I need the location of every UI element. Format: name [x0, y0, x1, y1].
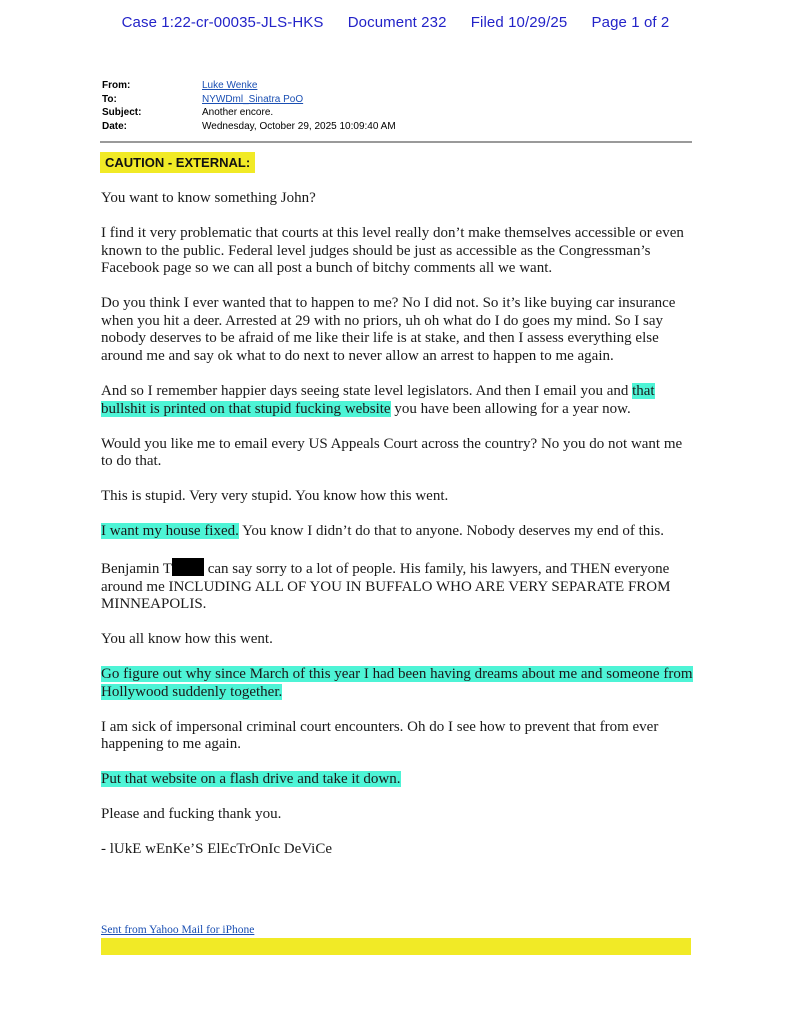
email-body: [101, 190, 693, 876]
paragraph-2: I find it very problematic that courts at this level really don’t make themselves accessible or even known to the public. Federal level judges should be just as accessible as the Congressman’s Facebook page so we can all post a bunch of bitchy comments all we want.: [101, 224, 684, 277]
paragraph-4-end: you have been allowing for a year now.: [390, 400, 631, 417]
document-number: Document 232: [347, 14, 447, 31]
paragraph-3: Do you think I ever wanted that to happen to me? No I did not. So it’s like buying car insurance when you hit a deer. Arrested at 29 with no priors, uh oh what do I do goes my mind. So I say nobody deserves to be afraid of me like their life is at stake, and then I assess everything else around me and say ok what to do next to never allow an arrest to happen to me again.: [101, 295, 676, 364]
paragraph-12: [101, 771, 693, 789]
caution-external-banner: CAUTION - EXTERNAL:: [100, 152, 255, 173]
paragraph-9: You all know how this went.: [101, 631, 273, 648]
paragraph-8-start: Benjamin T: [101, 561, 172, 578]
redaction-box: [172, 558, 204, 576]
yellow-footer-bar: [101, 938, 691, 955]
from-row: [102, 79, 692, 93]
date-row: [102, 120, 692, 134]
paragraph-10: [101, 666, 693, 701]
case-number: Case 1:22-cr-00035-JLS-HKS: [121, 14, 324, 31]
paragraph-7-end: You know I didn’t do that to anyone. Nobody deserves my end of this.: [238, 523, 664, 540]
paragraph-13: Please and fucking thank you.: [101, 806, 282, 823]
header-divider: [100, 141, 692, 143]
to-label: To:: [102, 93, 117, 105]
subject-row: [102, 106, 692, 120]
highlighted-paragraph-dreams: Go figure out why since March of this year I had been having dreams about me and someone from Hollywood suddenly together.: [101, 666, 693, 700]
filed-date: Filed 10/29/25: [470, 14, 568, 31]
paragraph-4: [101, 383, 693, 418]
court-filing-header: [0, 14, 791, 31]
email-metadata: [102, 79, 692, 133]
paragraph-6: This is stupid. Very very stupid. You know how this went.: [101, 488, 449, 505]
paragraph-4-start: And so I remember happier days seeing state level legislators. And then I email you and: [101, 382, 633, 399]
page-number: Page 1 of 2: [591, 14, 670, 31]
highlighted-phrase-house: I want my house fixed.: [101, 523, 239, 540]
paragraph-8-end: can say sorry to a lot of people. His family, his lawyers, and THEN everyone around me INCLUDING ALL OF YOU IN BUFFALO WHO ARE VERY SEPARATE FROM MINNEAPOLIS.: [101, 561, 671, 613]
from-value[interactable]: Luke Wenke: [202, 80, 258, 91]
subject-value: Another encore.: [202, 107, 274, 118]
paragraph-5: Would you like me to email every US Appeals Court across the country? No you do not want me to do that.: [101, 435, 683, 470]
paragraph-8: [101, 558, 693, 614]
paragraph-1: You want to know something John?: [101, 190, 316, 206]
signature: - lUkE wEnKe’S ElEcTrOnIc DeViCe: [101, 841, 332, 858]
to-row: [102, 93, 692, 107]
date-label: Date:: [102, 120, 128, 132]
from-label: From:: [102, 80, 131, 91]
sent-from-link[interactable]: Sent from Yahoo Mail for iPhone: [101, 924, 255, 936]
paragraph-7: [101, 523, 693, 541]
to-value[interactable]: NYWDml_Sinatra PoO: [202, 93, 304, 105]
date-value: Wednesday, October 29, 2025 10:09:40 AM: [202, 120, 396, 132]
highlighted-paragraph-flash-drive: Put that website on a flash drive and take it down.: [101, 771, 401, 788]
paragraph-11: I am sick of impersonal criminal court encounters. Oh do I see how to prevent that from ever happening to me again.: [101, 718, 659, 753]
subject-label: Subject:: [102, 107, 142, 118]
highlighted-phrase-website: that bullshit is printed on that stupid fucking website: [101, 382, 655, 417]
